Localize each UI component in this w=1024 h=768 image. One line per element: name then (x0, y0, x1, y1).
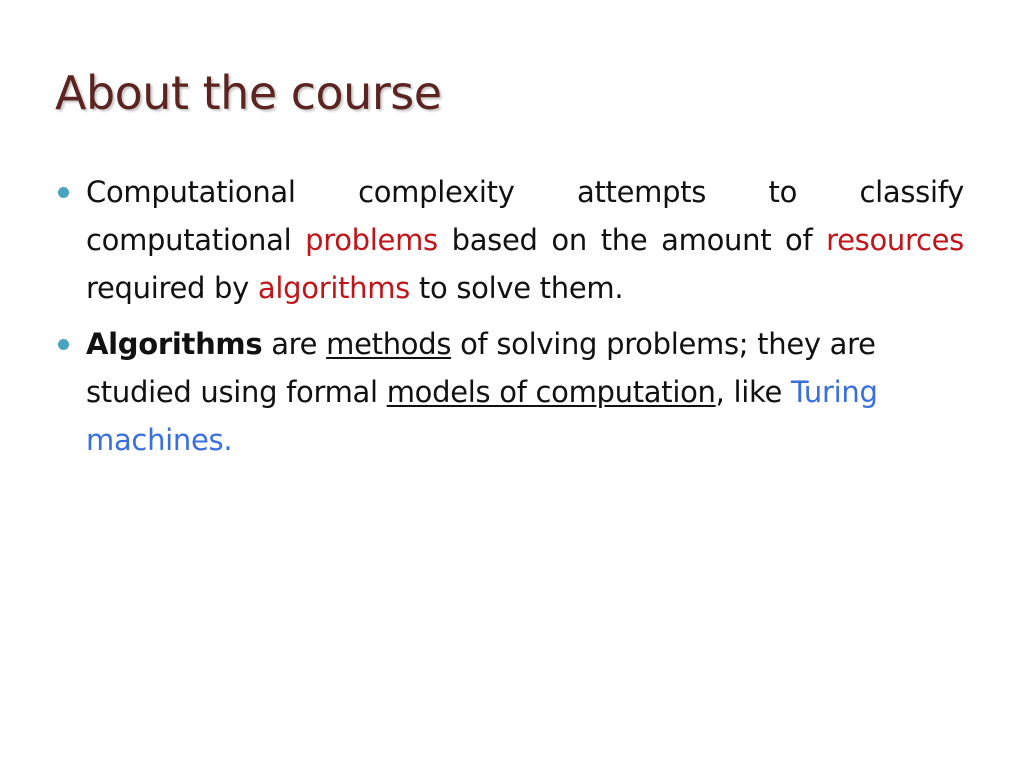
bullet-text: , like (715, 375, 791, 409)
term-algorithms: Algorithms (86, 327, 263, 361)
bullet-text: required by (86, 271, 258, 305)
bullet-text: to solve them. (410, 271, 624, 305)
bullet-text: of solving problems; they are studied using formal (86, 327, 876, 409)
highlight-problems: problems (305, 223, 438, 257)
bullet-dot-icon (58, 187, 69, 198)
bullet-text: are (262, 327, 327, 361)
highlight-algorithms: algorithms (257, 271, 410, 305)
bullet-item (86, 320, 964, 464)
bullet-text: Computational complexity attempts to classify computational (86, 175, 964, 257)
highlight-turing-machines: Turing machines. (86, 375, 878, 457)
bullet-item (86, 168, 964, 312)
underlined-models-of-computation: models of computation (386, 375, 716, 409)
highlight-resources: resources (826, 223, 964, 257)
bullet-dot-icon (58, 339, 69, 350)
bullet-text: based on the amount of (437, 223, 827, 257)
slide-title: About the course (55, 66, 442, 120)
bullet-list (86, 168, 964, 464)
underlined-methods: methods (326, 327, 452, 361)
